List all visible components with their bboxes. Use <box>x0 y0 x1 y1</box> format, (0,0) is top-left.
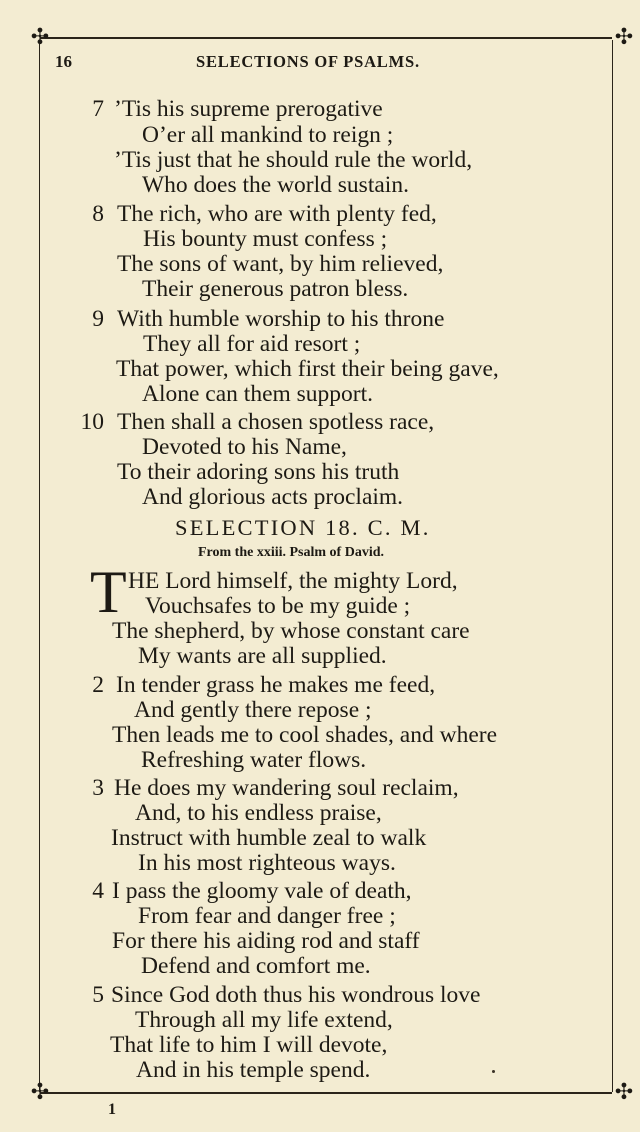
verse-line: Who does the world sustain. <box>142 172 409 198</box>
verse-line: HE Lord himself, the mighty Lord, <box>128 568 458 594</box>
verse-number: 10 <box>80 409 104 435</box>
signature-mark: 1 <box>108 1101 116 1118</box>
right-border-rule <box>612 40 613 1092</box>
verse-line: Since God doth thus his wondrous love <box>111 982 481 1008</box>
verse-line: He does my wandering soul reclaim, <box>114 775 459 801</box>
verse-line: From fear and danger free ; <box>138 903 396 929</box>
verse-line: To their adoring sons his truth <box>117 459 400 485</box>
verse-line: They all for aid resort ; <box>143 331 361 357</box>
verse-line: ’Tis his supreme prerogative <box>114 96 383 122</box>
verse-line: And in his temple spend. <box>136 1057 371 1083</box>
verse-line: And gently there repose ; <box>134 697 372 723</box>
verse-line: In tender grass he makes me feed, <box>116 672 436 698</box>
verse-line: Through all my life extend, <box>135 1007 393 1033</box>
corner-ornament-icon: ✣ <box>30 25 50 50</box>
corner-ornament-icon: ✣ <box>30 1080 50 1105</box>
verse-line: ’Tis just that he should rule the world, <box>114 147 473 173</box>
top-border-rule <box>40 37 612 39</box>
running-head: SELECTIONS OF PSALMS. <box>196 52 420 71</box>
left-border-rule <box>39 40 40 1092</box>
corner-ornament-icon: ✣ <box>614 1080 634 1105</box>
verse-line: O’er all mankind to reign ; <box>142 122 394 148</box>
verse-line: The sons of want, by him relieved, <box>117 251 444 277</box>
verse-line: The rich, who are with plenty fed, <box>117 201 437 227</box>
verse-line: Their generous patron bless. <box>142 276 409 302</box>
verse-line: Instruct with humble zeal to walk <box>111 825 427 851</box>
verse-number: 3 <box>92 775 104 801</box>
verse-line: That power, which first their being gave, <box>116 356 499 382</box>
verse-line: In his most righteous ways. <box>138 850 396 876</box>
verse-line: The shepherd, by whose constant care <box>112 618 470 644</box>
verse-line: For there his aiding rod and staff <box>112 928 420 954</box>
verse-line: Vouchsafes to be my guide ; <box>145 593 411 619</box>
verse-number: 7 <box>92 96 104 122</box>
verse-number: 9 <box>92 306 104 332</box>
verse-line: Devoted to his Name, <box>142 434 347 460</box>
verse-line: Alone can them support. <box>142 381 374 407</box>
verse-line: My wants are all supplied. <box>138 643 387 669</box>
verse-number: 4 <box>92 878 104 904</box>
selection-title: SELECTION 18. C. M. <box>175 515 431 540</box>
verse-line: And, to his endless praise, <box>135 800 382 826</box>
verse-number: 2 <box>92 672 104 698</box>
verse-line: With humble worship to his throne <box>117 306 445 332</box>
verse-line: I pass the gloomy vale of death, <box>112 878 412 904</box>
corner-ornament-icon: ✣ <box>614 25 634 50</box>
verse-number: 8 <box>92 201 104 227</box>
verse-line: Then shall a chosen spotless race, <box>117 409 435 435</box>
drop-cap: T <box>90 559 127 625</box>
page-number: 16 <box>55 52 72 71</box>
selection-subtitle: From the xxiii. Psalm of David. <box>198 545 385 560</box>
verse-line: His bounty must confess ; <box>143 226 388 252</box>
bottom-border-rule <box>40 1092 612 1094</box>
verse-number: 5 <box>92 982 104 1008</box>
ink-speck <box>492 1070 495 1073</box>
verse-line: That life to him I will devote, <box>110 1032 388 1058</box>
verse-line: And glorious acts proclaim. <box>142 484 404 510</box>
verse-line: Refreshing water flows. <box>141 747 367 773</box>
verse-line: Then leads me to cool shades, and where <box>112 722 498 748</box>
verse-line: Defend and comfort me. <box>141 953 371 979</box>
